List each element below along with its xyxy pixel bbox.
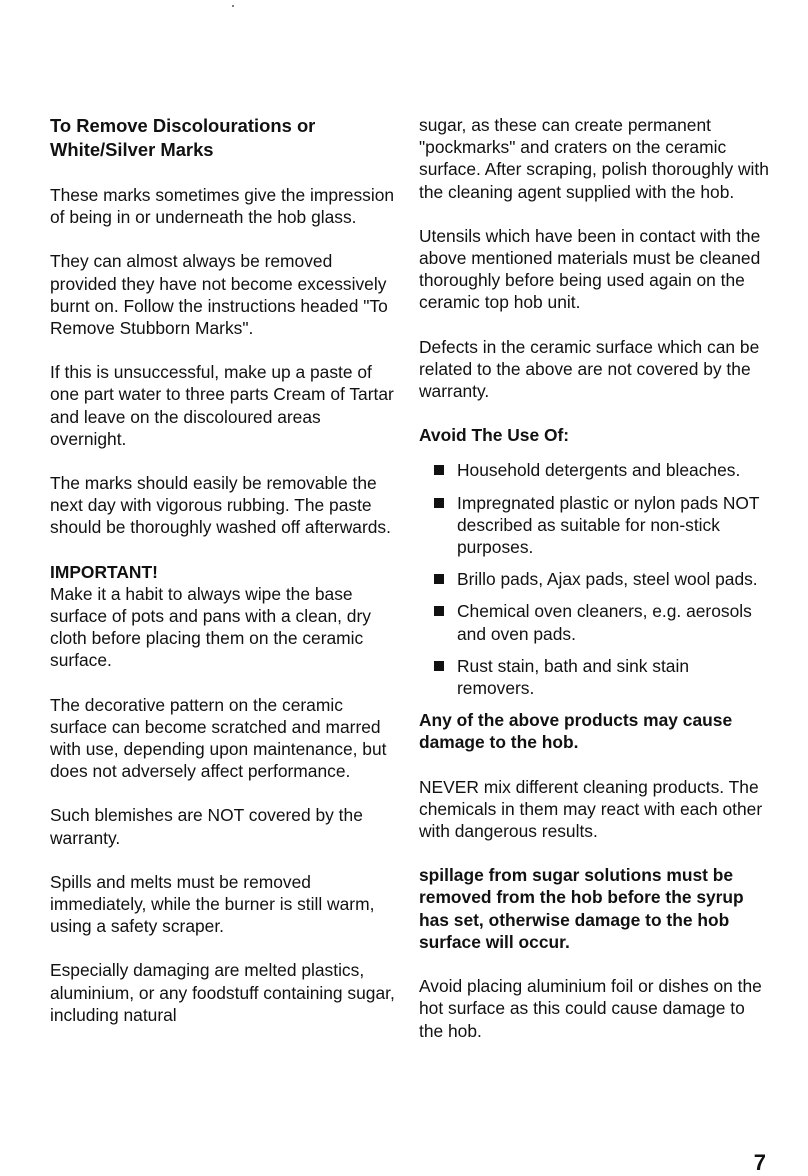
paragraph: Utensils which have been in contact with the above mentioned materials must be cleaned thoroughly before being used again on the ceramic top hob unit. <box>419 225 761 313</box>
warning-text: Any of the above products may cause damage to the hob. <box>419 710 733 753</box>
important-label: IMPORTANT! <box>50 561 158 582</box>
list-item: Chemical oven cleaners, e.g. aerosols and oven pads. <box>419 600 769 644</box>
list-item: Brillo pads, Ajax pads, steel wool pads. <box>419 568 769 590</box>
scan-speck <box>232 5 234 7</box>
page-number: 7 <box>753 1150 766 1175</box>
list-item: Impregnated plastic or nylon pads NOT described as suitable for non-stick purposes. <box>419 492 769 559</box>
bullet-square-icon <box>434 498 444 508</box>
paragraph: These marks sometimes give the impression of being in or underneath the hob glass. <box>50 185 395 228</box>
paragraph: Avoid placing aluminium foil or dishes on the hot surface as this could cause damage to the hob. <box>419 976 762 1041</box>
right-column <box>419 114 769 1042</box>
list-item: Rust stain, bath and sink stain removers. <box>419 655 769 699</box>
paragraph: Spills and melts must be removed immediately, while the burner is still warm, using a safety scraper. <box>50 871 375 937</box>
left-column <box>50 114 395 1026</box>
paragraph: The decorative pattern on the ceramic surface can become scratched and marred with use, depending upon maintenance, but does not adversely affect performance. <box>50 694 387 782</box>
paragraph: Especially damaging are melted plastics, aluminium, or any foodstuff containing sugar, including natural <box>50 960 395 1025</box>
paragraph: sugar, as these can create permanent "pockmarks" and craters on the ceramic surface. After scraping, polish thoroughly with the cleaning agent supplied with the hob. <box>419 115 769 202</box>
list-item: Household detergents and bleaches. <box>419 459 769 481</box>
bullet-square-icon <box>434 574 444 584</box>
section-heading: To Remove Discolourations or White/Silver Marks <box>50 115 316 160</box>
paragraph: If this is unsuccessful, make up a paste of one part water to three parts Cream of Tartar and leave on the discoloured areas overnight. <box>50 362 394 449</box>
spillage-warning: spillage from sugar solutions must be removed from the hob before the syrup has set, otherwise damage to the hob surface will occur. <box>419 865 744 952</box>
paragraph: They can almost always be removed provided they have not become excessively burnt on. Follow the instructions headed "To Remove Stubborn Marks". <box>50 251 388 339</box>
bullet-square-icon <box>434 465 444 475</box>
paragraph: NEVER mix different cleaning products. The chemicals in them may react with each other with dangerous results. <box>419 776 763 842</box>
bullet-square-icon <box>434 606 444 616</box>
avoid-list <box>419 459 769 699</box>
important-text: Make it a habit to always wipe the base surface of pots and pans with a clean, dry cloth before placing them on the ceramic surface. <box>50 583 371 671</box>
paragraph: Defects in the ceramic surface which can be related to the above are not covered by the warranty. <box>419 336 760 402</box>
bullet-square-icon <box>434 661 444 671</box>
avoid-heading: Avoid The Use Of: <box>419 425 570 446</box>
paragraph: The marks should easily be removable the next day with vigorous rubbing. The paste should be thoroughly washed off afterwards. <box>50 473 391 538</box>
paragraph: Such blemishes are NOT covered by the warranty. <box>50 805 363 848</box>
